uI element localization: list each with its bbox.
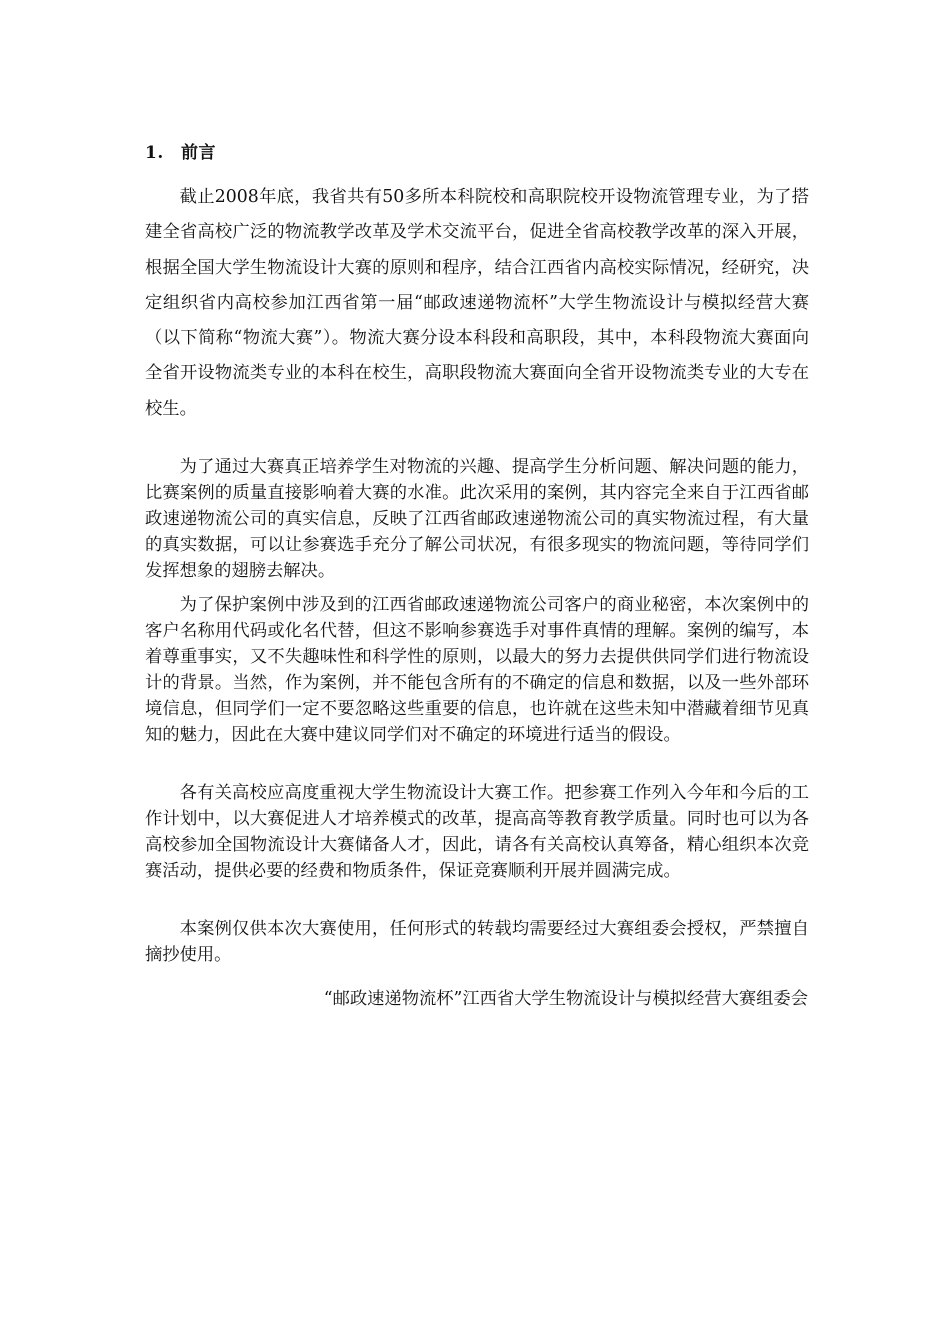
section-title: 前言 bbox=[181, 143, 216, 163]
paragraph-requirements: 各有关高校应高度重视大学生物流设计大赛工作。把参赛工作列入今年和今后的工作计划中，以大赛促进人才培养模式的改革，提高高等教育教学质量。同时也可以为各高校参加全国物流设计大赛储备人才，因此，请各有关高校认真筹备，精心组织本次竞赛活动，提供必要的经费和物质条件，保证竞赛顺利开展并圆满完成。 bbox=[145, 783, 809, 881]
organizer-signature: “邮政速递物流杯”江西省大学生物流设计与模拟经营大赛组委会 bbox=[323, 989, 808, 1009]
paragraph-intro: 截止2008年底，我省共有50多所本科院校和高职院校开设物流管理专业，为了搭建全省高校广泛的物流教学改革及学术交流平台，促进全省高校教学改革的深入开展，根据全国大学生物流设计大赛的原则和程序，结合江西省内高校实际情况，经研究，决定组织省内高校参加江西省第一届“邮政速递物流杯”大学生物流设计与模拟经营大赛（以下简称“物流大赛”）。物流大赛分设本科段和高职段，其中，本科段物流大赛面向全省开设物流类专业的本科在校生，高职段物流大赛面向全省开设物流类专业的大专在校生。 bbox=[145, 187, 809, 419]
section-heading bbox=[145, 138, 216, 163]
paragraph-confidentiality: 为了保护案例中涉及到的江西省邮政速递物流公司客户的商业秘密，本次案例中的客户名称用代码或化名代替，但这不影响参赛选手对事件真情的理解。案例的编写，本着尊重事实，又不失趣味性和科学性的原则，以最大的努力去提供供同学们进行物流设计的背景。当然，作为案例，并不能包含所有的不确定的信息和数据，以及一些外部环境信息，但同学们一定不要忽略这些重要的信息，也许就在这些未知中潜藏着细节见真知的魅力，因此在大赛中建议同学们对不确定的环境进行适当的假设。 bbox=[145, 595, 809, 745]
paragraph-case-quality: 为了通过大赛真正培养学生对物流的兴趣、提高学生分析问题、解决问题的能力，比赛案例的质量直接影响着大赛的水准。此次采用的案例，其内容完全来自于江西省邮政速递物流公司的真实信息，反映了江西省邮政速递物流公司的真实物流过程，有大量的真实数据，可以让参赛选手充分了解公司状况，有很多现实的物流问题，等待同学们发挥想象的翅膀去解决。 bbox=[145, 457, 809, 581]
section-number: 1. bbox=[145, 143, 164, 163]
paragraph-copyright: 本案例仅供本次大赛使用，任何形式的转载均需要经过大赛组委会授权，严禁擅自摘抄使用。 bbox=[145, 919, 809, 965]
